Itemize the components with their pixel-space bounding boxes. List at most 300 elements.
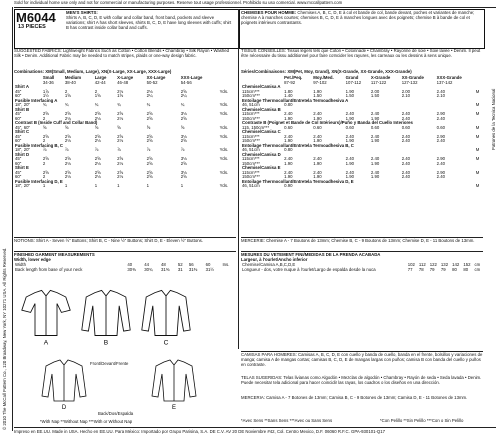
measurement-cell: 152 [463,262,471,267]
view-label: Chemise/Camisa E [242,165,281,170]
yardage-cell: 2.10 [401,93,411,98]
yardage-cell: 2⅛ [64,174,71,179]
yardage-cell: 150cm*** [242,115,260,121]
view-letter: B [103,339,109,347]
measurement-cell: 44 [144,262,150,267]
yardage-cell: 2.40 [401,156,411,161]
yardage-cell: 115cm*** [242,133,260,139]
yardage-cell: 1.50 [345,93,355,98]
view-label: Shirt B [15,106,30,112]
measurement-cell: 48 [161,262,166,267]
nap-note: *With Nap **Without Nap ***With or Without Nap [40,419,133,424]
view-label: Chemise/Camisa C [242,129,281,134]
yardage-cell: 2¼ [180,93,187,98]
yardage-cell: 2.40 [401,133,411,139]
yardage-cell: ⅞ [146,147,151,152]
yardage-cell: 1.90 [345,160,355,166]
view-letter: A [43,339,49,347]
yardage-cell [436,184,475,189]
en-title: MEN'S SHIRTS: [66,10,98,15]
chest-cell: 46-48 [117,79,129,85]
yardage-cell: 1⅞ [42,88,49,94]
yardage-cell: 1 [117,183,120,188]
yardage-cell: 18", 20" [15,102,30,107]
left-side-copyright: © 2010 The McCall Pattern Co., 120 Broadway, New York, NY 10271 USA. All Rights Reserved. [2,247,7,430]
yardage-cell: 2 [42,138,46,143]
view-label: Entoilage Thermocollant/Entretela Termoadhesiva D, E [242,178,354,184]
yardage-cell: 2 [42,174,46,179]
yardage-cell: ¾ [42,102,47,107]
yardage-cell: ¾ [146,102,151,107]
yardage-cell: 2⅝ [117,156,124,161]
yardage-cell: ⅝ [146,124,151,130]
view-label: Contrast B (Inside Cuff and Collar Band) [15,120,98,125]
yardage-cell: ⅝ [180,124,185,130]
yardage-row [14,184,236,189]
measurement-row [241,268,483,273]
chest-cell: 107-112 [345,79,362,85]
measurement-cell: cm [474,266,481,272]
yardage-cell [370,184,401,189]
yardage-cell: 2⅝ [117,111,124,116]
yardage-cell: 1.90 [284,160,293,166]
yardage-cell: ⅞ [94,147,99,152]
yardage-cell: 46, 51cm [242,102,260,107]
shirt-d-back [42,360,86,411]
yardage-cell: 2.40 [284,156,293,161]
size-header-cell: Small [42,75,55,80]
measurement-cell: cm [474,262,481,267]
measurement-cell: 31⅜ [188,266,198,272]
yardage-cell: 2 [42,160,46,166]
yardage-cell: 2⅝ [94,169,101,175]
yardage-cell: 0.60 [345,124,355,130]
yardage-cell: 60" [15,174,22,179]
combinations-en: Combinations: XM(Small, Medium, Large), XN(X-Large, XX-Large, XXX-Large) [14,69,172,74]
yardage-table-fr [241,76,483,189]
size-header-cell: XX-Large [146,75,166,80]
view-letter: E [171,405,177,411]
yardage-cell: 2.40 [370,169,380,175]
measurement-cell: 142 [452,262,460,267]
yardage-cell: 2⅝ [117,133,124,139]
measurement-cell: 31½ [205,266,215,272]
yardage-cell: 2⅝ [94,111,101,116]
yardage-row [241,184,483,189]
yardage-cell: 115cm*** [242,169,260,175]
finished-sub: Width, lower edge [14,257,51,262]
view-label: Chemise/Camisa B [242,106,281,112]
size-header-cell: Medium [64,75,82,80]
yardage-cell: 2.40 [345,156,355,161]
yardage-cell: 2.40 [313,111,322,116]
yardage-cell: 2⅝ [64,111,71,116]
left-side-rule [12,7,13,431]
view-label: Fusible Interfacing B, C [15,142,63,148]
measurement-cell: Width [15,262,26,267]
yardage-cell: 2⅛ [94,160,101,166]
measurement-cell: 30¾ [144,266,153,272]
yardage-cell: 1.90 [370,138,380,143]
view-label: Fusible Interfacing A [15,97,58,103]
yardage-cell: 2¼ [146,93,153,98]
fr-title: CHEMISES POUR HOMME: [241,10,297,15]
front-label: Front/Devant/Frente [90,361,129,366]
view-label: Shirt C [15,129,30,134]
yardage-cell: 60" [15,160,22,166]
yardage-cell: ¾ [64,102,69,107]
size-header-cell: Pet./Peq. [284,75,303,80]
finished-table-fr [241,263,483,272]
yardage-cell: 2.40 [401,115,411,121]
unit-cell: Yds. [219,183,229,188]
suggested-fabrics-en: SUGGESTED FABRICS: Lightweight Fabrics Such as Cotton • Cotton Blends • Chambray • Silk Rayon • Washed Silk • Denim. Additional Fabric may be needed to match stripes, plaids or one-way design fabric. [14,48,230,58]
yardage-cell: 2⅝ [180,138,187,143]
shirt-c-front [142,290,190,346]
bottom-rule [14,427,496,428]
yardage-cell: 2.40 [401,138,411,143]
yardage-cell: 2⅛ [64,160,71,166]
yardage-cell: 0.60 [436,124,446,130]
yardage-cell: 2⅛ [117,160,124,166]
shirt-e-back [152,360,196,411]
line-drawings [14,284,236,424]
yardage-cell: 2 [94,88,98,94]
yardage-cell: 2⅝ [180,174,187,179]
measurement-cell: 102 [407,262,415,267]
yardage-cell: 2.40 [313,156,322,161]
yardage-cell: 0.60 [284,124,293,130]
yardage-table-en [14,76,236,189]
yardage-cell: 2⅝ [146,111,153,116]
yardage-cell: 45" [15,169,22,175]
yardage-cell: 2⅝ [146,115,153,121]
yardage-cell: 1.90 [284,174,293,179]
yardage-cell: 18", 20" [15,147,30,152]
unit-cell: M [475,169,480,175]
measurement-cell: 31 [177,266,183,272]
yardage-cell: 18", 20" [15,183,30,188]
en-description: Shirts A, B, C, D, E with collar and collar band, front band, pockets and sleeve variations; shirt A has short sleeves, shirts B, C, D, E have long sleeves with cuffs; shirt B has contrast inside collar band and cuffs. [66,15,232,30]
yardage-cell: 2 [42,115,46,121]
yardage-cell: 45" [15,111,22,116]
back-label: Back/Dos/Espalda [98,411,134,416]
measurement-cell: 30⅜ [127,266,136,272]
yardage-cell: 2.40 [370,156,380,161]
yardage-cell: 1.90 [345,88,355,94]
chest-cell: 50-52 [146,79,158,85]
yardage-cell: 2⅝ [64,133,71,139]
yardage-cell: 2.40 [401,169,411,175]
yardage-cell: 1.90 [284,115,293,121]
yardage-cell: 2⅝ [146,169,153,175]
measurement-cell: 80 [452,266,457,272]
right-side-text: Patrones de la Tecnica Nacional [491,88,496,150]
yardage-cell: ⅝ [42,124,47,130]
yardage-cell: 1 [64,183,68,188]
chest-cell: 87-92 [284,79,296,85]
chest-cell: 38-40 [64,79,76,85]
yardage-cell: ¾ [117,102,121,107]
yardage-cell: 1.90 [370,115,380,121]
yardage-cell: ⅝ [64,124,69,130]
top-notice: Sold for individual home use only and not for commercial or manufacturing purposes. Reserve tout usage professionnel. Prohibido su uso comercial. www.mccallpattern.com [14,0,343,5]
yardage-cell: 0.60 [313,124,322,130]
yardage-cell: 2⅝ [180,115,187,121]
yardage-cell: 1 [42,183,46,188]
pelillo-note: *Con Pelillo **Sin Pelillo ***Con o Sin Pelillo [380,418,464,423]
view-letter: D [61,405,67,411]
yardage-cell: 115, 150cm*** [242,124,270,130]
measurement-cell: 40 [127,262,133,267]
shirt-a-front [22,290,70,346]
yardage-cell: 150cm*** [242,138,260,143]
yardage-cell: 60" [15,93,22,98]
view-letter: C [163,339,169,347]
yardage-cell: 1.90 [313,174,322,179]
yardage-cell: 2⅝ [94,156,101,161]
yardage-cell: 2.40 [313,133,322,139]
yardage-cell: 2.00 [401,88,411,94]
yardage-cell: 0.80 [284,102,293,107]
yardage-cell: 115cm*** [242,156,260,161]
yardage-cell: 1.80 [284,88,293,94]
finished-fr-sub: Largeur, à l'ourlet/Ancho inferior [241,257,308,262]
yardage-cell: 150cm*** [242,160,260,166]
measurement-cell: 60 [205,262,211,267]
yardage-cell: 1.90 [313,88,322,94]
yardage-cell: 1 [180,183,184,188]
yardage-cell [312,184,344,189]
unit-cell: M [475,156,480,161]
yardage-cell: 45" [15,133,22,139]
yardage-cell: 2.40 [436,115,446,121]
yardage-cell: 2⅛ [94,115,101,121]
piece-count: 13 PIECES [18,24,46,30]
measurement-cell: 31⅜ [161,266,170,272]
unit-cell: M [475,133,480,139]
yardage-cell: ¾ [180,102,185,107]
yardage-cell: 2⅝ [64,156,71,161]
unit-cell: M [475,183,480,188]
yardage-cell: 0.60 [401,124,411,130]
combinations-fr: Séries/Combinaisons: XM(Pet, Moy, Grand), XN(X-Grande, XX-Grande, XXX-Grande) [241,69,412,74]
view-label: Entoilage Thermocollant/Entretela Termoadhesiva A [242,97,349,103]
chest-cell: 137-142 [436,79,453,85]
yardage-cell: 2.40 [345,111,355,116]
measurement-cell: Ins. [222,262,230,267]
chest-cell: 127-132 [401,79,418,85]
yardage-cell [401,184,436,189]
yardage-cell: 45", 60" [15,124,30,130]
size-header-cell: XX-Grande [401,75,424,80]
yardage-cell: 46, 51cm [242,183,260,188]
yardage-cell: 2⅛ [117,115,124,121]
top-rule [14,7,496,8]
yardage-cell: 2⅛ [94,138,101,143]
yardage-cell: 2.40 [370,111,380,116]
measurement-cell: 52 [177,262,183,267]
yardage-cell: 1.90 [370,174,380,179]
yardage-cell: 2.40 [313,169,322,175]
view-label: Shirt E [15,165,29,170]
yardage-cell: ⅝ [117,124,121,130]
yardage-cell: 2.90 [436,133,446,139]
avec-note: *Avec Sens **Sans Sens ***Avec ou Sans Sens [241,418,333,423]
yardage-cell: 0.60 [370,124,380,130]
yardage-cell: 1⅝ [94,93,101,98]
suggested-fabrics-fr: TISSUS CONSEILLÉS: Tissus légers tels que Coton • Cotonnade • Chambray • Rayonne de soie • Soie lavée • Denim. Il peut être nécessaire du tissu additionnel pour faire coïncider les rayures, les carreaux ou les dessins à sens unique. [241,48,481,58]
yardage-cell: 2⅝ [42,111,49,116]
yardage-cell: 1.90 [284,138,293,143]
size-header-cell: X-Grande [370,75,391,80]
measurement-cell: 80 [463,266,469,272]
unit-cell: M [475,102,480,107]
notions-fr: MERCERIE: Chemise A - 7 Boutons de 13mm; Chemise B, C - 9 Boutons de 13mm; Chemise D, E - 11 Boutons de 13mm. [241,238,475,243]
unit-cell: Yds. [219,133,229,139]
yardage-cell: 2.90 [436,156,446,161]
yardage-cell: 1 [94,183,98,188]
unit-cell: M [475,147,480,152]
yardage-cell: 3⅛ [180,111,187,116]
view-label: Contraste B (Poignet et Bande de Col Intérieurs)/Puño y Banda del Cuello Interiores [242,120,413,125]
yardage-cell: 115cm*** [242,88,260,94]
chest-cell: 34-36 [42,79,54,85]
notions-en: NOTIONS: Shirt A - Seven ½" Buttons; Shirt B, C - Nine ½" Buttons; Shirt D, E - Eleven ½" Buttons. [14,238,203,243]
size-header-cell: Moy./Med. [313,75,334,80]
yardage-cell: 3⅛ [180,169,187,175]
yardage-cell: 1.90 [313,160,322,166]
yardage-cell: 1.50 [313,93,322,98]
measurement-row [14,268,236,273]
yardage-cell: 3⅛ [180,156,187,161]
measurement-cell: Back length from base of your neck [15,266,83,272]
measurement-cell: 77 [407,266,413,272]
yardage-cell: 2⅝ [64,169,71,175]
measurement-cell: 79 [440,266,446,272]
yardage-cell: 45" [15,88,22,94]
yardage-cell: 2.40 [401,111,411,116]
yardage-cell: 1⅝ [64,93,71,98]
yardage-cell: ⅞ [117,147,121,152]
yardage-cell: ⅝ [94,124,99,130]
fr-description [241,11,481,26]
yardage-cell: 2.90 [436,111,446,116]
yardage-cell: 2⅝ [42,133,49,139]
yardage-cell: ¾ [94,102,99,107]
measurement-cell: Longueur - dos, votre nuque à l'ourlet/Largo de espalda desde la nuca [242,266,376,272]
yardage-cell: 0.90 [284,183,293,188]
unit-cell: Yds. [219,156,229,161]
size-header-cell: X-Large [117,75,134,80]
finished-fr-title: MESURES DU VETEMENT FINI/MEDIDAS DE LA PRENDA ACABADA [241,252,381,257]
fr-desc-text: Chemises A, B, C, D, E à col et bande de col, bande devant, poches et variantes de manche; chemise A à manches courtes; chemises B, C, D, E à manches longues avec des poignets; chemise B à bande de col et poignets intérieurs contrastants. [241,10,475,25]
chest-cell: 54-56 [180,79,192,85]
finished-table-en [14,263,236,272]
yardage-cell: 2⅛ [64,138,71,143]
yardage-cell: 2⅝ [146,133,153,139]
yardage-cell: 2⅛ [94,174,101,179]
yardage-cell: 2⅝ [180,160,187,166]
yardage-cell: 2⅝ [42,169,49,175]
yardage-cell: 150cm*** [242,174,260,179]
yardage-cell: 2.40 [370,133,380,139]
yardage-cell: 2.40 [436,88,446,94]
yardage-cell: 2⅝ [146,160,153,166]
yardage-cell: 2.40 [345,133,355,139]
view-label: Fusible Interfacing D, E [15,178,63,184]
yardage-cell: 1.90 [313,115,322,121]
yardage-cell: 2⅝ [42,156,49,161]
unit-cell: Yds. [219,111,229,116]
yardage-cell: 46, 51cm [242,147,260,152]
es-notions: MERCERIA: Camisa A - 7 Botones de 13mm; Camisa B, C - 9 Botones de 13mm; Camisa D, E - 11 Botones de 13mm. [241,395,468,400]
yardage-cell: 2.40 [436,174,446,179]
shirt-b-front [82,290,130,346]
view-label: Entoilage Thermocollant/Entretela Termoadhesiva B, C [242,142,354,148]
yardage-cell: 115cm*** [242,111,260,116]
yardage-cell: 2.40 [284,133,293,139]
yardage-cell: 2.40 [436,160,446,166]
yardage-cell: ⅞ [64,147,69,152]
yardage-cell: 1⅝ [117,93,124,98]
yardage-cell: 2.40 [345,169,355,175]
view-label: Chemise/Camisa D [242,151,281,157]
yardage-cell: ⅞ [42,147,47,152]
yardage-cell: 2.40 [284,169,293,175]
measurement-cell [221,268,236,273]
yardage-cell: 2.10 [436,93,446,98]
chest-cell: 117-122 [370,79,387,85]
measurement-cell: 132 [440,262,449,267]
unit-cell: M [475,124,480,130]
measurement-cell: 112 [418,262,426,267]
bottom-notice: Impreso en EE.UU. Made in USA. Hecho en EE.UU. Para México: Importado por Grupo Parisina, S.A. DE C.V. AV 20 DE Noviembre #42, Col. Centro Mexico, D.F. 06060 R.F.C. GPA-930101-Q17 [14,429,386,434]
yardage-cell: 1.90 [345,115,355,121]
unit-cell: M [475,111,480,116]
yardage-cell: 1 [146,183,149,188]
unit-cell: Yds. [219,147,229,152]
chest-cell: 42-44 [94,79,106,85]
measurement-cell: 56 [188,262,194,267]
measurement-cell: Chemise/Camisa A,B,C,D,E [242,262,296,267]
yardage-cell: 2.40 [284,111,293,116]
finished-title: FINISHED GARMENT MEASUREMENTS [14,252,95,257]
yardage-cell: 2⅝ [180,88,187,94]
unit-cell: Yds. [219,169,229,175]
unit-cell: Yds. [219,124,229,130]
yardage-cell: 45" [15,156,22,161]
yardage-cell: 2.90 [436,169,446,175]
yardage-cell: 150cm*** [242,93,260,98]
view-label: Shirt A [15,84,29,89]
yardage-cell: 1.90 [313,138,322,143]
pattern-number: M6044 [16,10,56,25]
yardage-cell: 3⅛ [180,133,187,139]
es-fabrics: TELAS SUGERIDAS: Telas livianas como Algodón • Mezclas de algodón • Chambray • Rayón de seda • Seda lavada • Denim. Puede necesitar tela adicional para hacer coincidir las rayas, los cuadros o los diseños en una dirección. [241,375,482,385]
unit-cell: Yds. [219,102,229,107]
yardage-cell: 2⅝ [146,138,153,143]
yardage-cell: 2.40 [436,138,446,143]
measurement-cell: 122 [429,262,437,267]
yardage-cell: 1.50 [370,93,380,98]
yardage-cell: 2.40 [401,160,411,166]
yardage-cell: 2.40 [401,174,411,179]
yardage-cell: 2.00 [370,88,380,94]
es-description: CAMISAS PARA HOMBRES: Camisas A, B, C, D, E con cuello y banda de cuello, banda en el frente, bolsillos y variaciones de manga; camisa A de mangas cortas; camisas B, C, D, E de mangas largas con puños; camisa B con banda del cuello y puños en contraste. [241,352,483,367]
yardage-cell: 60" [15,115,22,121]
yardage-cell: 2⅛ [146,88,153,94]
